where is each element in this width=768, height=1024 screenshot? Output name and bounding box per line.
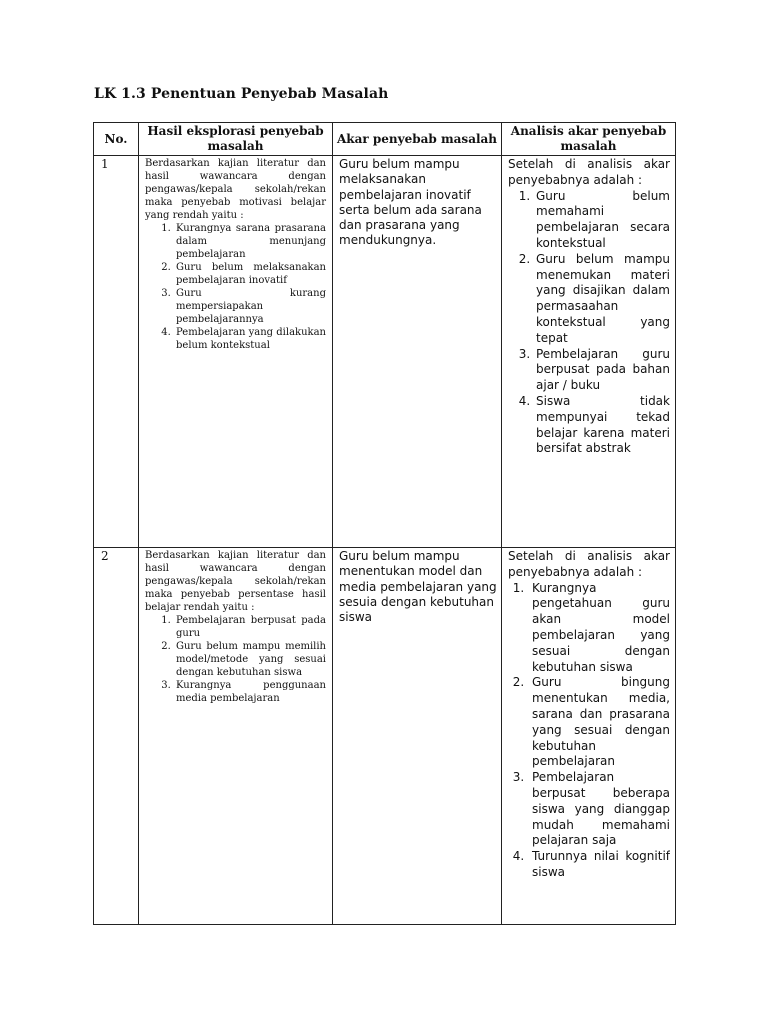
list-item: 2. Guru belum mampu menemukan materi yang disajikan dalam permasaahan kontekstual yang tepat — [534, 252, 670, 347]
row-number: 1 — [94, 156, 139, 548]
list-item: 4. Pembelajaran yang dilakukan belum kontekstual — [174, 326, 326, 352]
table-row — [94, 548, 676, 925]
list-item: 3. Pembelajaran guru berpusat pada bahan ajar / buku — [534, 347, 670, 394]
akar-cell: Guru belum mampu menentukan model dan media pembelajaran yang sesuia dengan kebutuhan siswa — [333, 548, 502, 925]
row-number: 2 — [94, 548, 139, 925]
page-title: LK 1.3 Penentuan Penyebab Masalah — [94, 86, 389, 102]
list-item: 4. Turunnya nilai kognitif siswa — [528, 849, 670, 881]
analisis-intro: Setelah di analisis akar penyebabnya adalah : — [508, 157, 670, 187]
analisis-cell — [502, 548, 676, 925]
table-row — [94, 156, 676, 548]
analisis-cell — [502, 156, 676, 548]
list-item: 3. Pembelajaran berpusat beberapa siswa yang dianggap mudah memahami pelajaran saja — [528, 770, 670, 849]
header-no: No. — [94, 123, 139, 156]
list-item: 2. Guru belum melaksanakan pembelajaran inovatif — [174, 261, 326, 287]
list-item: 2. Guru belum mampu memilih model/metode yang sesuai dengan kebutuhan siswa — [174, 640, 326, 679]
list-item: 1. Kurangnya sarana prasarana dalam menunjang pembelajaran — [174, 222, 326, 261]
hasil-cell — [139, 156, 333, 548]
analisis-list — [508, 581, 670, 881]
akar-cell: Guru belum mampu melaksanakan pembelajaran inovatif serta belum ada sarana dan prasarana yang mendukungnya. — [333, 156, 502, 548]
hasil-intro: Berdasarkan kajian literatur dan hasil wawancara dengan pengawas/kepala sekolah/rekan maka penyebab persentase hasil belajar rendah yaitu : — [145, 550, 326, 613]
header-hasil: Hasil eksplorasi penyebab masalah — [139, 123, 333, 156]
table-header-row — [94, 123, 676, 156]
hasil-list — [145, 222, 326, 352]
cause-analysis-table — [93, 122, 676, 925]
analisis-intro: Setelah di analisis akar penyebabnya adalah : — [508, 549, 670, 579]
list-item: 1. Kurangnya pengetahuan guru akan model pembelajaran yang sesuai dengan kebutuhan siswa — [528, 581, 670, 676]
analisis-list — [508, 189, 670, 458]
list-item: 3. Guru kurang mempersiapakan pembelajarannya — [174, 287, 326, 326]
header-akar: Akar penyebab masalah — [333, 123, 502, 156]
header-analisis: Analisis akar penyebab masalah — [502, 123, 676, 156]
list-item: 2. Guru bingung menentukan media, sarana dan prasarana yang sesuai dengan kebutuhan pembelajaran — [528, 675, 670, 770]
hasil-intro: Berdasarkan kajian literatur dan hasil wawancara dengan pengawas/kepala sekolah/rekan maka penyebab motivasi belajar yang rendah yaitu : — [145, 158, 326, 221]
list-item: 1. Pembelajaran berpusat pada guru — [174, 614, 326, 640]
hasil-cell — [139, 548, 333, 925]
list-item: 1. Guru belum memahami pembelajaran secara kontekstual — [534, 189, 670, 252]
list-item: 4. Siswa tidak mempunyai tekad belajar karena materi bersifat abstrak — [534, 394, 670, 457]
hasil-list — [145, 614, 326, 705]
list-item: 3. Kurangnya penggunaan media pembelajaran — [174, 679, 326, 705]
